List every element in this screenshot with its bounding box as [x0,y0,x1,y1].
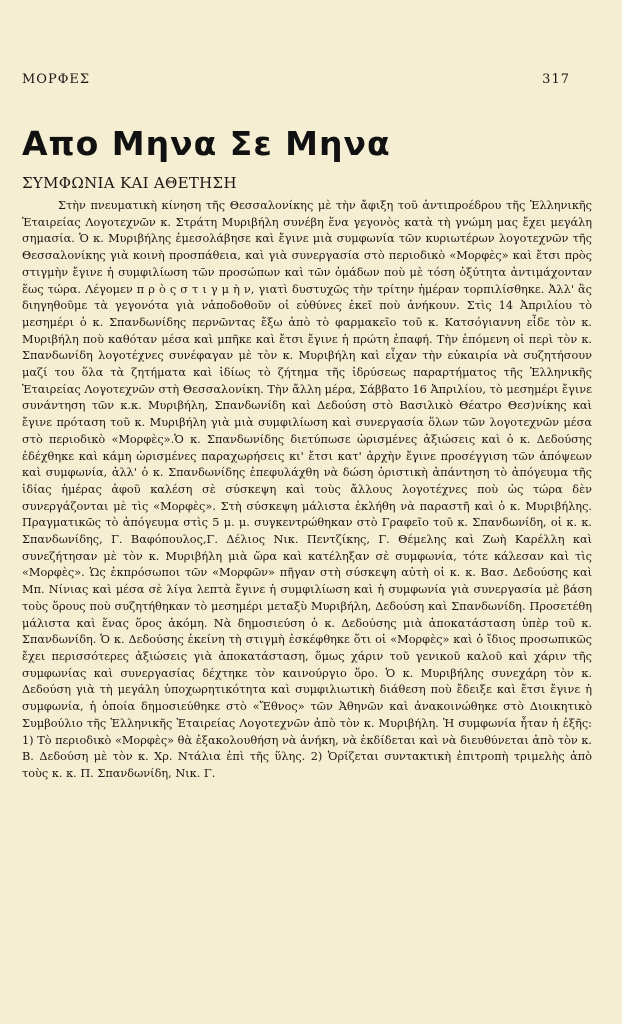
journal-name: ΜΟΡΦΕΣ [22,72,91,87]
article-subtitle: ΣΥΜΦΩΝΙΑ ΚΑΙ ΑΘΕΤΗΣΗ [22,174,237,192]
section-title: Απο Μηνα Σε Μηνα [22,124,391,163]
article-body: Στὴν πνευματικὴ κίνηση τῆς Θεσσαλονίκης μὲ τὴν ἄφιξη τοῦ ἀντιπροέδρου τῆς Ἑλληνικῆς Ἑταιρείας Λογοτεχνῶν κ. Στράτη Μυριβήλη συνέβη ἕνα γεγονὸς κατὰ τὴ γνώμη μας ἔχει μεγάλη σημασία. Ὁ κ. Μυριβήλης ἐμεσολάβησε καὶ ἔγινε μιὰ συμφωνία τῶν κυριωτέρων λογοτεχνῶν τῆς Θεσσαλονίκης γιὰ κοινὴ προσπάθεια, καὶ γιὰ συνεργασία στὸ περιοδικὸ «Μορφὲς» καὶ ἔτσι πρὸς στιγμὴν ἔγινε ἡ συμφιλίωση τῶν προσώπων καὶ τῶν ὁμάδων ποὺ μὲ τόση ὀξύτητα ἀντιμάχονταν ἕως τώρα. Λέγομεν π ρ ὸ ς σ τ ι γ μ ὴ ν, γιατὶ δυστυχῶς τὴν τρίτην ἡμέραν τορπιλίσθηκε. Ἀλλ' ἂς διηγηθοῦμε τὰ γεγονότα γιὰ νἀποδοθοῦν οἱ εὐθύνες ἐκεῖ ποὺ ἀνήκουν. Στὶς 14 Ἀπριλίου τὸ μεσημέρι ὁ κ. Σπανδωνίδης περνῶντας ἔξω ἀπὸ τὸ φαρμακεῖο τοῦ κ. Κατσόγιαννη εἶδε τὸν κ. Μυριβήλη ποὺ καθόταν μέσα καὶ μπῆκε καὶ ἔτσι ἔγινε ἡ πρώτη ἐπαφή. Τὴν ἑπόμενη οἱ περὶ τὸν κ. Σπανδωνίδη λογοτέχνες συνέφαγαν μὲ τὸν κ. Μυριβήλη καὶ εἶχαν τὴν εὐκαιρία νὰ συζητήσουν μαζί του ὅλα τὰ ζητήματα καὶ ἰδίως τὸ ζήτημα τῆς ἱδρύσεως παραρτήματος τῆς Ἑλληνικῆς Ἑταιρείας Λογοτεχνῶν στὴ Θεσσαλονίκη. Τὴν ἄλλη μέρα, Σάββατο 16 Ἀπριλίου, τὸ μεσημέρι ἔγινε συνάντηση τῶν κ.κ. Μυριβήλη, Σπανδωνίδη καὶ Δεδούση στὸ Βασιλικὸ Θέατρο Θεσ)νίκης καὶ ἔγινε πρόταση τοῦ κ. Μυριβήλη γιὰ μιὰ συμφιλίωση καὶ συνεργασία ὅλων τῶν λογοτεχνῶν μέσα στὸ περιοδικὸ «Μορφὲς».Ὁ κ. Σπανδωνίδης διετύπωσε ὡρισμένες ἀξιώσεις καὶ ὁ κ. Δεδούσης ἐδέχθηκε καὶ κάμη ὡρισμένες παραχωρήσεις κι' ἔτσι κατ' ἀρχὴν ἔγινε προσέγγιση τῶν ἀπόψεων καὶ συμφωνία, ἀλλ' ὁ κ. Σπανδωνίδης ἐπεφυλάχθη νὰ δώση ὁριστικὴ ἀπάντηση τὸ ἀπόγευμα τῆς ἰδίας ἡμέρας ἀφοῦ καλέση σὲ σύσκεψη καὶ τοὺς ἄλλους λογοτέχνες ποὺ ὡς τώρα δὲν συνεργάζονται μὲ τὶς «Μορφὲς». Στὴ σύσκεψη μάλιστα ἐκλήθη νὰ παραστῆ καὶ ὁ κ. Μυριβήλης. Πραγματικῶς τὸ ἀπόγευμα στὶς 5 μ. μ. συγκεντρώθηκαν στὸ Γραφεῖο τοῦ κ. Σπανδωνίδη, οἱ κ. κ. Σπανδωνίδης, Γ. Βαφόπουλος,Γ. Δέλιος Νικ. Πεντζίκης, Γ. Θέμελης καὶ Ζωὴ Καρέλλη καὶ συνεζήτησαν μὲ τὸν κ. Μυριβήλη μιὰ ὥρα καὶ κατέληξαν σὲ συμφωνία, τότε κάλεσαν καὶ τὶς «Μορφὲς». Ὡς ἐκπρόσωποι τῶν «Μορφῶν» πῆγαν στὴ σύσκεψη αὐτὴ οἱ κ. κ. Βασ. Δεδούσης καὶ Μπ. Νίνιας καὶ μέσα σὲ λίγα λεπτὰ ἔγινε ἡ συμφιλίωση καὶ ἡ συμφωνία γιὰ συνεργασία μὲ βάση τοὺς ὅρους ποὺ συζητήθηκαν τὸ μεσημέρι μεταξὺ Μυριβήλη, Δεδούση καὶ Σπανδωνίδη. Προσετέθη μάλιστα καὶ ἕνας ὅρος ἀκόμη. Νὰ δημοσιεύση ὁ κ. Δεδούσης μιὰ ἀποκατάσταση ὑπὲρ τοῦ κ. Σπανδωνίδη. Ὁ κ. Δεδούσης ἐκείνη τὴ στιγμὴ ἐσκέφθηκε ὅτι οἱ «Μορφὲς» καὶ ὁ ἴδιος προσωπικῶς ἔχει περισσότερες ἀξιώσεις γιὰ ἀποκατάσταση, ὅμως χάριν τοῦ γενικοῦ καλοῦ καὶ χάριν τῆς συμφωνίας καὶ συνεργασίας δέχτηκε τὸν καινούργιο ὅρο. Ὁ κ. Μυριβήλης συνεχάρη τὸν κ. Δεδούση γιὰ τὴ μεγάλη ὑποχωρητικότητα καὶ συμφιλιωτικὴ διάθεση ποὺ ἔδειξε καὶ ἔτσι ἔγινε ἡ συμφωνία, ἡ ὁποία δημοσιεύθηκε στὸ «Ἔθνος» τῶν Ἀθηνῶν καὶ ἀνακοινώθηκε στὸ Διοικητικὸ Συμβούλιο τῆς Ἑλληνικῆς Ἑταιρείας Λογοτεχνῶν ἀπὸ τὸν κ. Μυριβήλη. Ἡ συμφωνία ἦταν ἡ ἑξῆς: 1) Τὸ περιοδικὸ «Μορφὲς» θὰ ἐξακολουθήση νὰ ἀνήκη, νὰ ἐκδίδεται καὶ νὰ διευθύνεται ἀπὸ τὸν κ. Β. Δεδούση μὲ τὸν κ. Χρ. Ντάλια ἐπὶ τῆς ὕλης. 2) Ὁρίζεται συντακτικὴ ἐπιτροπὴ τριμελὴς ἀπὸ τοὺς κ. κ. Π. Σπανδωνίδη, Νικ. Γ. [22,199,592,780]
page-number: 317 [542,72,570,87]
running-head [22,72,592,87]
